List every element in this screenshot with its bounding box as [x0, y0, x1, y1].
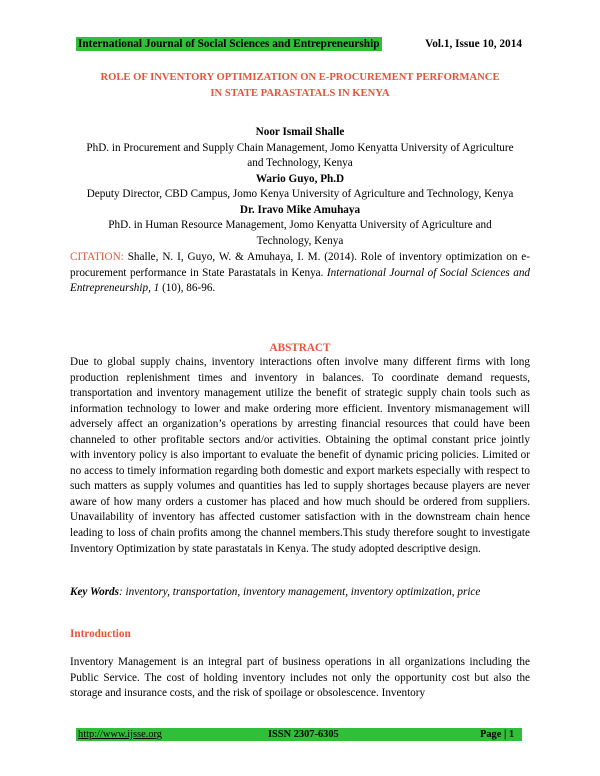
page-number: Page | 1	[480, 729, 515, 740]
author-block	[65, 125, 535, 249]
journal-name: International Journal of Social Sciences and Entrepreneurship	[78, 38, 380, 50]
citation-tail: (10), 86-96.	[162, 282, 216, 294]
running-footer	[70, 727, 530, 743]
keywords-label: Key Words	[70, 586, 119, 598]
citation	[70, 250, 530, 297]
keywords-text: : inventory, transportation, inventory management, inventory optimization, price	[119, 586, 481, 598]
author-name: Dr. Iravo Mike Amuhaya	[239, 203, 361, 216]
author-affiliation: PhD. in Human Resource Management, Jomo Kenyatta University of Agriculture and	[108, 219, 492, 231]
volume-issue: Vol.1, Issue 10, 2014	[425, 38, 522, 50]
issn: ISSN 2307-6305	[268, 729, 339, 740]
citation-label: CITATION:	[70, 251, 124, 263]
abstract-text: Due to global supply chains, inventory interactions often involve many different firms with long production replenishment times and inventory in balances. To coordinate demand requests, transportation and inventory management utilize the benefit of strategic supply chain tools such as information technology to lower and make ordering more efficient. Inventory mismanagement will adversely affect an organization’s operations by arresting financial resources that could have been channeled to other profitable sectors and/or activities. Obtaining the optimal constant price jointly with inventory policy is also important to evaluate the benefit of dynamic pricing policies. Limited or no access to timely information regarding both domestic and export markets especially with respect to such matters as supply volumes and quantities has led to supply shortages because players are never aware of how many orders a customer has placed and how much should be ordered from suppliers. Unavailability of inventory has affected customer satisfaction with in the downstream chain hence leading to loss of chain profits among the channel members.This study therefore sought to investigate Inventory Optimization by state parastatals in Kenya. The study adopted descriptive design.	[70, 356, 530, 555]
introduction-heading: Introduction	[70, 628, 131, 640]
citation-journal: International Journal of Social Sciences and Entrepreneurship, 1	[70, 266, 531, 294]
author-name: Noor Ismail Shalle	[255, 126, 345, 138]
running-header	[70, 37, 530, 53]
author-affiliation: Technology, Kenya	[256, 234, 344, 247]
abstract-heading: ABSTRACT	[269, 342, 331, 354]
citation-text: Shalle, N. I, Guyo, W. & Amuhaya, I. M. (2014). Role of inventory optimization on e-procurement performance in State Parastatals in Kenya.	[70, 251, 530, 279]
author-affiliation: and Technology, Kenya	[247, 157, 353, 169]
keywords	[70, 585, 530, 600]
title-line-2: IN STATE PARASTATALS IN KENYA	[210, 88, 390, 99]
journal-url-link[interactable]: http://www.ijsse.org	[78, 729, 162, 740]
author-affiliation: PhD. in Procurement and Supply Chain Management, Jomo Kenyatta University of Agriculture	[86, 141, 514, 154]
introduction-text: Inventory Management is an integral part of business operations in all organizations including the Public Service. The cost of holding inventory includes not only the opportunity cost but also the storage and insurance costs, and the risk of spoilage or obsolescence. Inventory	[70, 656, 530, 700]
title-line-1: ROLE OF INVENTORY OPTIMIZATION ON E-PROCUREMENT PERFORMANCE	[100, 72, 500, 83]
author-affiliation: Deputy Director, CBD Campus, Jomo Kenya University of Agriculture and Technology, Kenya	[86, 188, 514, 200]
author-name: Wario Guyo, Ph.D	[255, 172, 345, 185]
paper-title	[60, 70, 540, 102]
